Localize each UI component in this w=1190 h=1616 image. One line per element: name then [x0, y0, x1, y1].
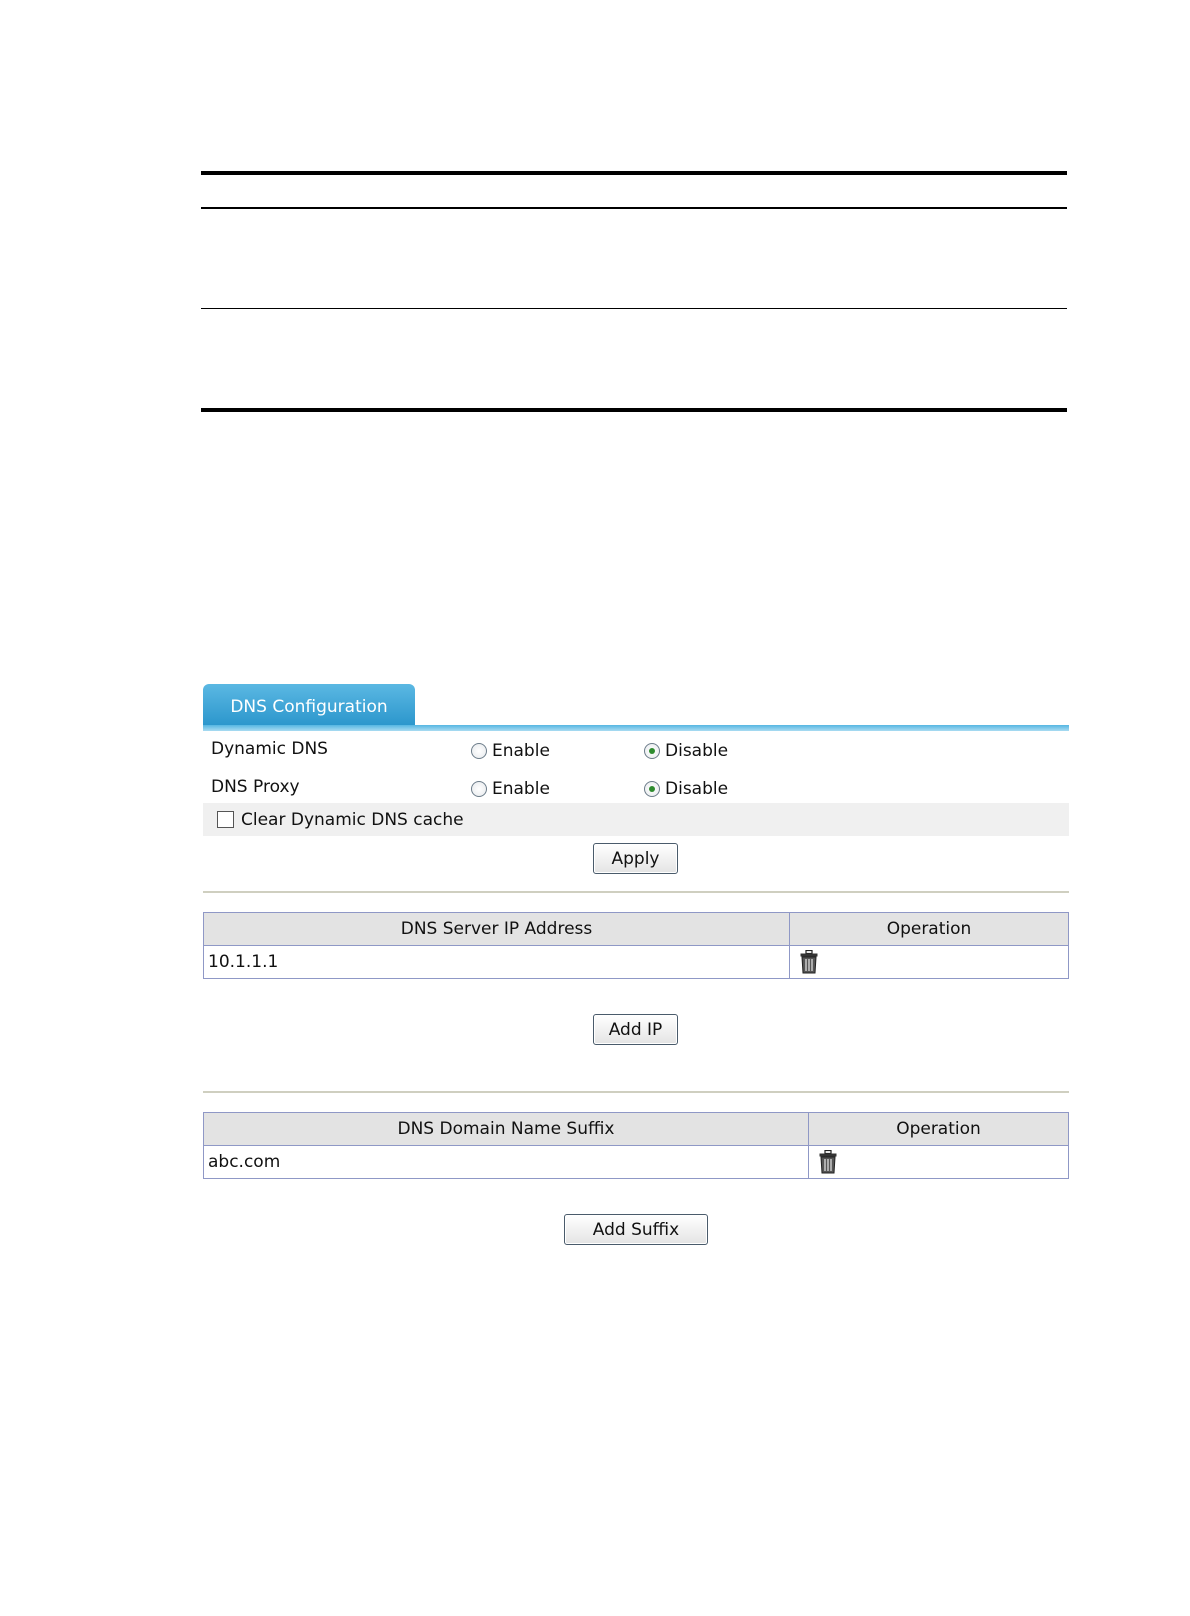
table-row — [204, 1146, 1069, 1179]
operation-cell — [809, 1146, 1069, 1179]
tab-dns-configuration[interactable]: DNS Configuration — [203, 684, 415, 726]
server-ip-cell: 10.1.1.1 — [204, 946, 790, 979]
doc-table-top-rule — [201, 171, 1067, 175]
table-header-row — [204, 913, 1069, 946]
doc-table-bottom-rule — [201, 408, 1067, 412]
table-row — [204, 946, 1069, 979]
doc-table-row-rule — [201, 308, 1067, 309]
dns-proxy-disable-radio[interactable] — [644, 781, 660, 797]
dns-proxy-disable-option[interactable] — [644, 779, 728, 799]
dns-proxy-row — [203, 771, 1069, 805]
operation-cell — [790, 946, 1069, 979]
dns-server-table — [203, 912, 1069, 979]
clear-cache-row — [203, 803, 1069, 836]
trash-icon[interactable] — [819, 1150, 837, 1174]
doc-table-header-rule — [201, 207, 1067, 209]
column-header-suffix: DNS Domain Name Suffix — [204, 1113, 809, 1146]
dynamic-dns-disable-option[interactable] — [644, 741, 728, 761]
dns-proxy-enable-radio[interactable] — [471, 781, 487, 797]
tab-underline — [203, 725, 1069, 731]
dns-suffix-table — [203, 1112, 1069, 1179]
column-header-operation: Operation — [809, 1113, 1069, 1146]
table-header-row — [204, 1113, 1069, 1146]
column-header-ip: DNS Server IP Address — [204, 913, 790, 946]
dynamic-dns-disable-label: Disable — [665, 741, 729, 761]
dns-proxy-enable-label: Enable — [492, 779, 550, 799]
apply-button[interactable]: Apply — [593, 843, 678, 874]
dynamic-dns-enable-radio[interactable] — [471, 743, 487, 759]
clear-cache-label: Clear Dynamic DNS cache — [241, 810, 464, 830]
suffix-cell: abc.com — [204, 1146, 809, 1179]
separator-1 — [203, 891, 1069, 893]
dynamic-dns-row — [203, 733, 1069, 767]
dynamic-dns-enable-label: Enable — [492, 741, 550, 761]
dns-proxy-enable-option[interactable] — [471, 779, 550, 799]
dns-proxy-disable-label: Disable — [665, 779, 729, 799]
add-suffix-button[interactable]: Add Suffix — [564, 1214, 708, 1245]
column-header-operation: Operation — [790, 913, 1069, 946]
add-ip-button[interactable]: Add IP — [593, 1014, 678, 1045]
trash-icon[interactable] — [800, 950, 818, 974]
clear-cache-checkbox[interactable] — [217, 811, 234, 828]
separator-2 — [203, 1091, 1069, 1093]
dns-proxy-label: DNS Proxy — [211, 777, 300, 797]
dynamic-dns-disable-radio[interactable] — [644, 743, 660, 759]
dynamic-dns-enable-option[interactable] — [471, 741, 550, 761]
dynamic-dns-label: Dynamic DNS — [211, 739, 328, 759]
